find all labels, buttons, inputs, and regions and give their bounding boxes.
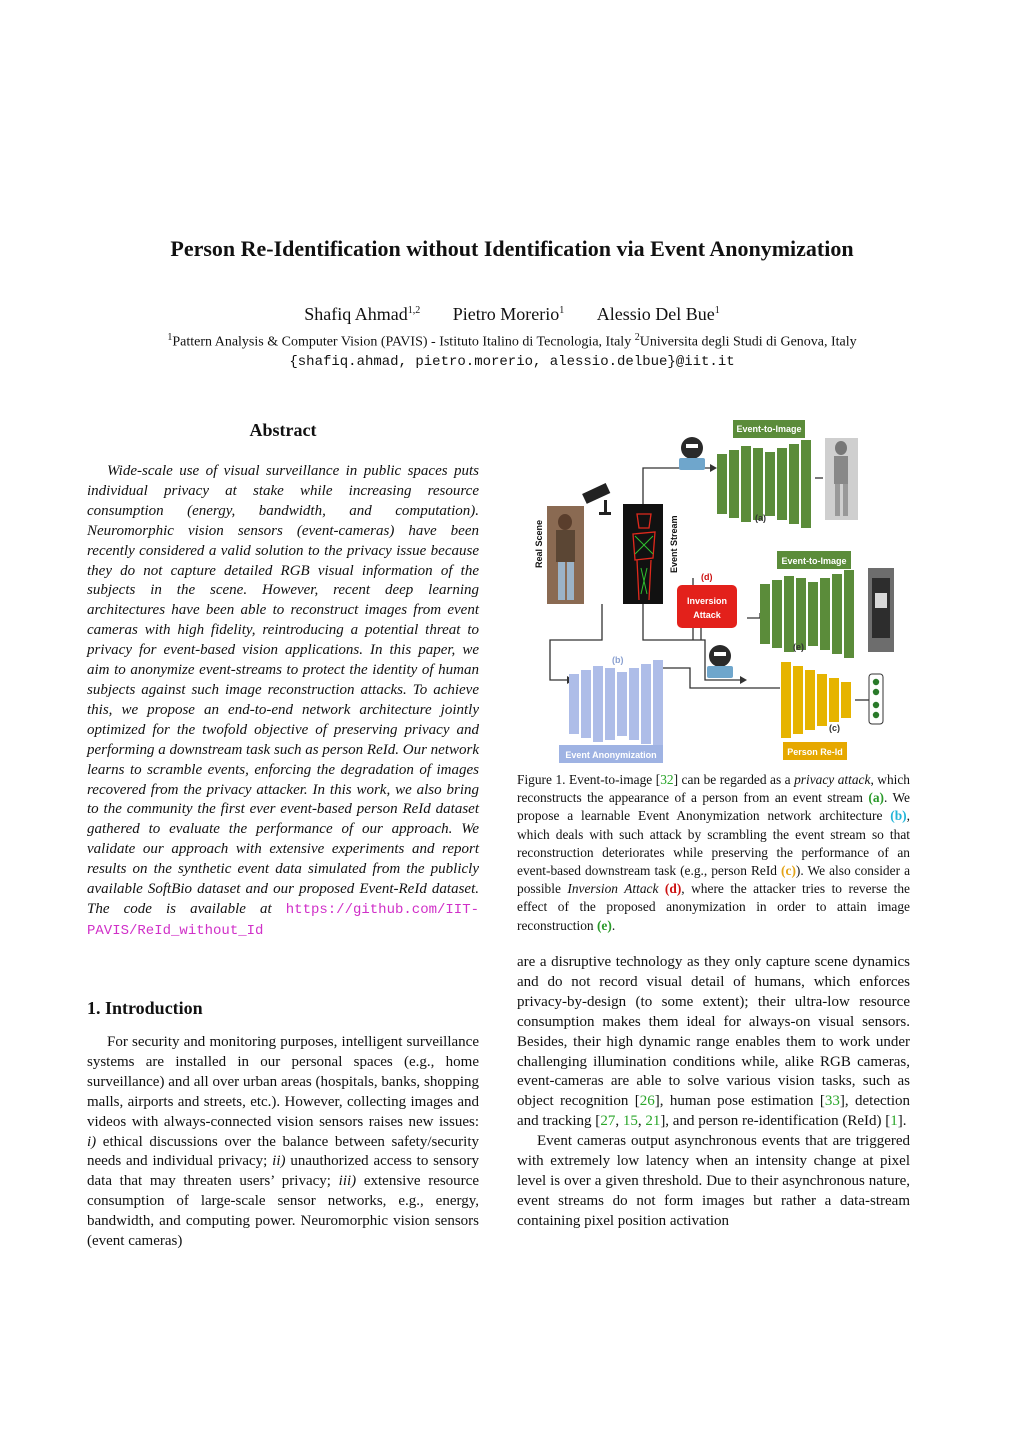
figure-1-diagram bbox=[525, 418, 915, 763]
event-stream-image bbox=[623, 504, 663, 604]
svg-text:Event-to-Image: Event-to-Image bbox=[781, 556, 847, 566]
person-reid-network bbox=[781, 662, 851, 738]
feature-vector-output bbox=[869, 674, 883, 724]
svg-text:Inversion: Inversion bbox=[686, 596, 728, 606]
intro-paragraph: For security and monitoring purposes, intelligent surveillance systems are installed in our personal spaces (e.g., home surveillance) and all over urban areas (hospitals, banks, shopping malls, airports and streets, etc.). However, collecting images and videos with always-connected vision sensors raises new issues: i) ethical discussions over the balance between safety/security needs and individual privacy; ii) unauthorized access to sensory data that may threaten users’ privacy; iii) extensive resource consumption of large-scale sensor networks, e.g., energy, bandwidth, and computing power. Neuromorphic vision sensors (event cameras) bbox=[87, 1034, 479, 1250]
e2i-mid-network bbox=[760, 570, 854, 658]
right-column-body bbox=[517, 953, 910, 1232]
paper-title: Person Re-Identification without Identification via Event Anonymization bbox=[170, 236, 854, 261]
ref-1[interactable]: 1 bbox=[890, 1113, 898, 1130]
affiliations: $^1$Pattern Analysis & Computer Vision (PAVIS) - Istituto Italino di Tecnologia, Italy $^2$Universita degli Studi di Genova, Italy bbox=[167, 332, 857, 350]
svg-text:Attack: Attack bbox=[693, 610, 721, 620]
author-2: Pietro Morerio$^1$ bbox=[452, 304, 565, 324]
svg-text:Person Re-Id: Person Re-Id bbox=[787, 747, 843, 757]
attacker-icon-bottom bbox=[707, 645, 733, 678]
event-anonymization-network bbox=[569, 660, 663, 748]
author-1: Shafiq Ahmad$^{1,2}$ bbox=[304, 304, 421, 324]
ref-27[interactable]: 27 bbox=[600, 1113, 616, 1130]
label-e: (e) bbox=[793, 642, 804, 652]
code-link[interactable]: https://github.com/IIT-PAVIS/ReId_without_Id bbox=[87, 901, 479, 939]
real-scene-label: Real Scene bbox=[534, 519, 544, 568]
section-heading-introduction: 1. Introduction bbox=[87, 998, 203, 1018]
attacker-icon-top bbox=[679, 437, 705, 470]
surveillance-camera-icon bbox=[582, 483, 611, 515]
svg-text:Event-to-Image: Event-to-Image bbox=[736, 424, 802, 434]
abstract-heading: Abstract bbox=[249, 420, 317, 440]
label-a: (a) bbox=[755, 513, 766, 523]
label-d: (d) bbox=[701, 572, 713, 582]
author-emails: {shafiq.ahmad, pietro.morerio, alessio.delbue}@iit.it bbox=[289, 354, 735, 370]
right-paragraph-2: Event cameras output asynchronous events that are triggered with extremely low latency when an intensity change at pixel level is over a given threshold. Due to their asynchronous nature, event streams do not form images but rather a data-stream containing pixel position activation bbox=[517, 1133, 910, 1229]
event-stream-label: Event Stream bbox=[669, 515, 679, 573]
ref-33[interactable]: 33 bbox=[824, 1093, 840, 1110]
ref-15[interactable]: 15 bbox=[622, 1113, 638, 1130]
ref-21[interactable]: 21 bbox=[645, 1113, 661, 1130]
abstract-text: Wide-scale use of visual surveillance in public spaces puts individual privacy at stake while increasing resource consumption (energy, bandwidth, and computation). Neuromorphic vision sensors (event-cameras) have been recently considered a valid solution to the privacy issue because they do not capture detailed RGB visual information of the subjects in the scene. However, recent deep learning architectures have been able to reconstruct images from event cameras with high fidelity, reintroducing a potential threat to privacy for event-based vision applications. In this paper, we aim to anonymize event-streams to protect the identity of human subjects against such image reconstruction attacks. To achieve this, we propose an end-to-end network architecture jointly optimized for the twofold objective of preserving privacy and performing a downstream task such as person ReId. Our network learns to scramble events, enforcing the degradation of images recovered from the privacy attacker. In this work, we also bring to the community the first ever event-based person ReId dataset gathered to evaluate the performance of our approach. We validate our approach with extensive experiments and report results on the synthetic event data simulated from the publicly available SoftBio dataset and our proposed Event-ReId dataset. The code is available at https://github.com/IIT-PAVIS/ReId_without_Id bbox=[87, 463, 479, 939]
author-list bbox=[0, 304, 1024, 325]
author-3: Alessio Del Bue$^1$ bbox=[596, 304, 720, 324]
ref-26[interactable]: 26 bbox=[639, 1093, 655, 1110]
svg-text:Event Anonymization: Event Anonymization bbox=[565, 750, 657, 760]
label-b: (b) bbox=[612, 655, 624, 665]
figure-1-caption: Figure 1. Event-to-image [32] can be regarded as a privacy attack, which reconstructs the appearance of a person from an event stream (a). We propose a learnable Event Anonymization network architecture (b), which deals with such attack by scrambling the event stream so that reconstruction deteriorates while preserving the performance of an event-based downstream task (e.g., person ReId (c)). We also consider a possible Inversion Attack (d), where the attacker tries to reverse the effect of the proposed anonymization in order to attain image reconstruction (e). bbox=[517, 772, 911, 933]
inversion-attack-box bbox=[677, 585, 737, 628]
right-paragraph-1: are a disruptive technology as they only capture scene dynamics and do not record visual detail of humans, which enforces privacy-by-design (to some extent); their ultra-low resource consumption makes them ideal for always-on visual sensors. Besides, their high dynamic range enables them to work under challenging illumination conditions while, alike RGB cameras, event-cameras are able to solve various vision tasks, such as object recognition [26], human pose estimation [33], detection and tracking [27, 15, 21], and person re-identification (ReId) [1]. bbox=[517, 954, 910, 1130]
label-c: (c) bbox=[829, 723, 840, 733]
